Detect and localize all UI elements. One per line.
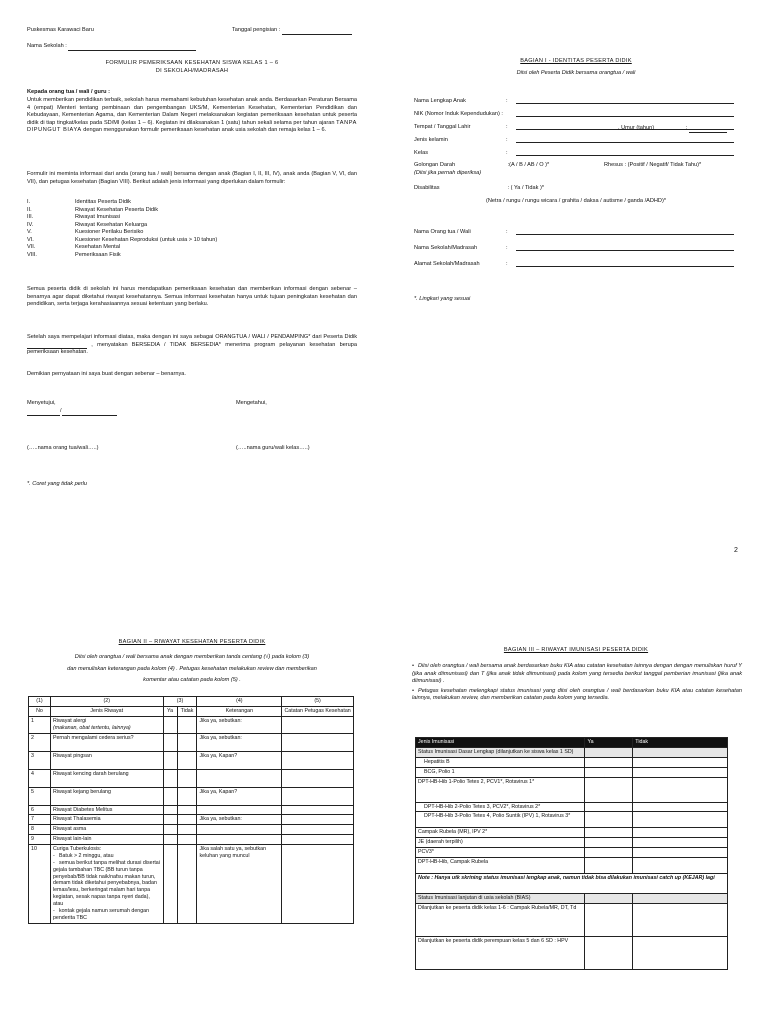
row-catatan[interactable] [282,751,354,769]
table-row [29,805,354,815]
table-row [29,815,354,825]
tidak-cell[interactable] [633,858,728,874]
immunization-name: Hepatitis B [416,757,585,767]
row-no: 2 [29,733,51,751]
section-dasar-label: Status Imunisasi Dasar Lengkap (dilanjutkan ke siswa kelas 1 SD) [416,747,585,757]
instruction-1: • Diisi oleh orangtua / wali bersama anak berdasarkan buku KIA atau catatan kesehatan lainnya dengan dengan menuliskan huruf Y (jika anak diimunisasi) dan T (jika anak tidak diimunisasi) pada kolom yang tersedia berikut tanggal pemberian imunisasi (jika anak diimunisasi) . [412,663,742,686]
section-list-num: II. [27,206,32,213]
immunization-name: BCG, Polio 1 [416,767,585,777]
tidak-cell[interactable] [633,903,728,936]
row-keterangan[interactable] [197,825,282,835]
row-keterangan[interactable] [197,835,282,845]
disabilitas-label: Disabilitas [414,185,440,191]
field-input-line[interactable] [516,150,734,156]
tidak-checkbox[interactable] [177,733,197,751]
field-input-line[interactable] [516,245,734,251]
field-separator: : [506,137,508,143]
row-10-tidak-checkbox[interactable] [177,845,197,924]
ya-cell[interactable] [585,903,633,936]
ya-cell[interactable] [585,858,633,874]
tidak-checkbox[interactable] [177,751,197,769]
field-input-line[interactable] [516,111,734,117]
section-bias-row [416,894,728,904]
section-list-item [27,222,357,230]
free-of-charge-emphasis: TANPA DIPUNGUT BIAYA [27,119,357,134]
menyetujui-date-field-2[interactable] [62,410,117,416]
row-catatan[interactable] [282,769,354,787]
row-10-catatan[interactable] [282,845,354,924]
immunization-row [416,812,728,828]
nama-sekolah-row [27,43,196,51]
immunization-row [416,838,728,848]
section-list-text: Kuesioner Kesehatan Reproduksi (untuk usia > 10 tahun) [75,236,218,243]
golongan-darah-row [414,162,744,177]
field-separator: : [506,98,508,104]
section-list-item [27,244,357,252]
table-row-10 [29,845,354,924]
field-label: NIK (Nomor Induk Kependudukan) : [414,111,503,117]
row-catatan[interactable] [282,805,354,815]
row-jenis: Riwayat Thalasemia [50,815,163,825]
disabilitas-types[interactable]: (Netra / rungu / rungu wicara / grahita / daksa / autisme / ganda /ADHD)* [486,198,667,204]
immunization-row [416,903,728,936]
row-keterangan[interactable]: Jika ya, sebutkan: [197,716,282,733]
nama-sekolah-label: Nama Sekolah : [27,43,67,49]
form-title-line2: DI SEKOLAH/MADRASAH [155,67,229,74]
section-list-text: Riwayat Imunisasi [75,214,121,221]
identity-field-row [414,137,734,150]
section-list [27,199,357,259]
section-list-num: V. [27,229,32,236]
golongan-label: Golongan Darah [414,162,456,168]
section-list-num: I. [27,199,31,205]
table-row [29,825,354,835]
section-list-item [27,237,357,245]
ya-checkbox[interactable] [163,805,177,815]
row-jenis: Pernah mengalami cedera serius? [50,733,163,751]
identity-field-row [414,229,734,245]
tidak-cell[interactable] [633,838,728,848]
row-no: 1 [29,716,51,733]
tidak-checkbox[interactable] [177,835,197,845]
table-row [29,733,354,751]
greeting: Kepada orang tua / wali / guru : [27,89,110,95]
row-catatan[interactable] [282,815,354,825]
immunization-name: DPT-HB-Hib 2-Polio Tetes 3, PCV2*, Rotavirus 2* [416,802,585,812]
header-ya: Ya [585,738,633,748]
tidak-cell[interactable] [633,777,728,802]
bagian-3-heading: BAGIAN III – RIWAYAT IMUNISASI PESERTA DIDIK [503,647,649,653]
ya-checkbox[interactable] [163,787,177,805]
row-catatan[interactable] [282,825,354,835]
row-no: 8 [29,825,51,835]
section-list-text: Kuesioner Perilaku Berisiko [75,229,144,236]
tidak-cell[interactable] [633,828,728,838]
field-label: Nama Lengkap Anak [414,98,466,104]
tidak-checkbox[interactable] [177,805,197,815]
section-list-text: Riwayat Kesehatan Keluarga [75,221,148,228]
ya-cell[interactable] [585,828,633,838]
immunization-name: DPT-HB-Hib 3-Polio Tetes 4, Polio Suntik (IPV) 1, Rotavirus 3* [416,812,585,828]
page1-footnote: *. Coret yang tidak perlu [27,481,88,487]
wali-field-list [414,229,734,277]
row-keterangan[interactable] [197,805,282,815]
form-title-line1: FORMULIR PEMERIKSAAN KESEHATAN SISWA KELAS 1 – 6 [105,60,279,66]
tidak-checkbox[interactable] [177,769,197,787]
row-keterangan[interactable]: Jika ya, sebutkan: [197,733,282,751]
rhesus-options[interactable]: Rhesus : (Positif / Negatif/ Tidak Tahu)* [604,162,702,168]
ya-cell[interactable] [585,812,633,828]
tanggal-field[interactable] [282,29,352,35]
header-tidak: Tidak [633,738,728,748]
ya-cell[interactable] [585,936,633,969]
section-list-item [27,229,357,237]
catch-up-note: Note : Hanya utk skrining status imunisasi lengkap anak, namun tidak bisa dilakukan imunisasi catch up (KEJAR) lagi [416,874,728,894]
col-num-2: (2) [50,697,163,707]
table-row [29,787,354,805]
row-no: 3 [29,751,51,769]
table-row [29,769,354,787]
ya-cell[interactable] [585,777,633,802]
field-separator: : [506,229,508,235]
row-jenis: Riwayat kejang berulang [50,787,163,805]
immunization-table [415,737,728,970]
tidak-cell[interactable] [633,767,728,777]
header-no: No [29,706,51,716]
immunization-row [416,936,728,969]
section-list-num: VIII. [27,251,37,258]
row-10-ya-checkbox[interactable] [163,845,177,924]
row-no: 9 [29,835,51,845]
page-1-consent-letter [0,0,384,560]
health-history-table [28,696,354,924]
page-2-identity [384,0,768,560]
mengetahui-label: Mengetahui, [236,400,267,406]
intro-paragraph: Untuk memberikan pendidikan terbaik, sekolah harus memahami kebutuhan kesehatan anak anda. Berdasarkan Peraturan Bersama 4 (empat) Menteri tentang pembinaan dan pengembangan UKS/M, Kementerian Kesehatan, Kementerian Pendidikan dan Kebudayaan, Kementerian Agama, dan Kementerian Dalam Negeri melaksanakan kegiatan pemeriksaan kesehatan untuk peserta didik di tiap tingkat/kelas pada SD/MI (kelas 1 – 6). Kegiatan ini dilaksanakan 1 (satu) tahun sekali selama per tahun ajaran TANPA DIPUNGUT BIAYA dengan menggunakan formulir pemeriksaan kesehatan anak usia sekolah dan remaja kelas 1 – 6. [27,97,357,134]
table-header-row [29,706,354,716]
section-list-num: VI. [27,236,34,243]
field-separator: : [506,150,508,156]
col-num-3: (3) [163,697,197,707]
table-row [29,835,354,845]
tidak-cell[interactable] [633,802,728,812]
table-row [29,716,354,733]
header-tidak: Tidak [177,706,197,716]
section-list-num: III. [27,214,34,221]
bagian-2-heading: BAGIAN II – RIWAYAT KESEHATAN PESERTA DIDIK [118,639,266,645]
field-label: Nama Sekolah/Madrasah [414,245,478,251]
identity-field-row [414,98,734,111]
row-catatan[interactable] [282,787,354,805]
bagian-3-instructions [412,663,742,703]
row-catatan[interactable] [282,716,354,733]
section-list-item [27,214,357,222]
note-row [416,874,728,894]
header-ya: Ya [163,706,177,716]
ya-checkbox[interactable] [163,733,177,751]
row-keterangan[interactable]: Jika ya, Kapan? [197,751,282,769]
table-row [29,751,354,769]
tidak-cell[interactable] [633,848,728,858]
sign-right: (…..nama guru/wali kelas…..) [236,445,310,451]
row-keterangan[interactable]: Jika ya, sebutkan: [197,815,282,825]
field-label: Alamat Sekolah/Madrasah [414,261,480,267]
identity-field-row [414,111,734,124]
header-catatan: Catatan Petugas Kesehatan [282,706,354,716]
immunization-row [416,828,728,838]
row-jenis: Riwayat asma [50,825,163,835]
section-list-item [27,207,357,215]
ya-cell[interactable] [585,757,633,767]
col-num-4: (4) [197,697,282,707]
field-label: Nama Orang tua / Wali [414,229,471,235]
ya-cell[interactable] [585,767,633,777]
tb-criteria-1: - Batuk > 2 minggu, atau [53,853,161,860]
immunization-name: DPT-HB-Hib 1-Polio Tetes 2, PCV1*, Rotavirus 1* [416,777,585,802]
page-4-immunization [384,590,768,1024]
section-bias-label: Status Imunisasi lanjutan di usia sekolah (BIAS) [416,894,585,904]
section-list-text: Riwayat Kesehatan Peserta Didik [75,206,159,213]
row-no: 6 [29,805,51,815]
field-input-line[interactable] [516,137,734,143]
field-label: Tempat / Tanggal Lahir [414,124,471,130]
bagian-1-heading: BAGIAN I - IDENTITAS PESERTA DIDIK [520,58,632,64]
row-no: 7 [29,815,51,825]
form-info-paragraph: Formulir ini meminta informasi dari anda (orang tua / wali) bersama dengan anak (Bagian I, II, III, IV), anak anda (Bagian V, VI, dan VII), dan petugas kesehatan (Bagian VIII). Berikut adalah jenis informasi yang diperlukan dalam formulir: [27,171,357,185]
menyetujui-date-row: / [27,408,117,416]
section-list-text: Pemeriksaan Fisik [75,251,121,258]
section-list-text: Kesehatan Mental [75,244,121,251]
row-jenis: Riwayat pingsan [50,751,163,769]
immunization-row [416,802,728,812]
section-list-num: IV. [27,221,34,228]
ya-checkbox[interactable] [163,716,177,733]
immunization-header-row [416,738,728,748]
immunization-name: PCV3* [416,848,585,858]
ya-checkbox[interactable] [163,751,177,769]
field-separator: : [506,124,508,130]
immunization-name: Campak Rubela (MR), IPV 2* [416,828,585,838]
umur-label: , Umur (tahun) [618,125,655,131]
identity-field-row [414,261,734,277]
row-10-keterangan[interactable]: Jika salah satu ya, sebutkan keluhan yang muncul [197,845,282,924]
field-input-line[interactable] [516,98,734,104]
row-10-jenis: Curiga Tuberkulosis: - Batuk > 2 minggu, atau - semua berikut tanpa melihat durasi disertai gejala tambahan TBC (BB turun tanpa penyebab/BB tidak naik/nafsu makan turun, demam tidak diketahui penyebabnya, badan lemas/lesu, berkeringat malam hari tanpa kegiatan, sesak napas tanpa nyeri dada), atau - kontak gejala namun serumah dengan penderita TBC [50,845,163,924]
field-input-line[interactable] [516,229,734,235]
section-dasar-row [416,747,728,757]
instruction-2: • Petugas kesehatan melengkapi status imunisasi yang diisi oleh orangtua / wali berdasarkan buku KIA atau catatan kesehatan lainnya, melakukan review, dan memberikan catatan pada kolom yang tersedia. [412,688,742,703]
ya-cell[interactable] [585,848,633,858]
tidak-checkbox[interactable] [177,787,197,805]
identity-field-row [414,245,734,261]
golongan-note: (Diisi jika pernah diperiksa) [414,169,482,176]
col-num-5: (5) [282,697,354,707]
bagian-1-subheading: Diisi oleh Peserta Didik bersama orangtua / wali [516,70,636,76]
closing-statement: Demikian pernyataan ini saya buat dengan sebenar – benarnya. [27,371,186,377]
col-num-1: (1) [29,697,51,707]
section-list-item [27,199,357,207]
immunization-name: JE (daerah terpilih) [416,838,585,848]
umur-field[interactable] [689,127,727,133]
ya-checkbox[interactable] [163,815,177,825]
section-list-text: Identitas Peserta Didik [75,199,131,205]
ya-cell[interactable] [585,838,633,848]
row-keterangan[interactable]: Jika ya, Kapan? [197,787,282,805]
immunization-name: Dilanjutkan ke peserta didik kelas 1-6 : Campak Rubela/MR, DT, Td [416,903,585,936]
header-jenis-imunisasi: Jenis Imunisasi [416,738,585,748]
field-separator: : [506,261,508,267]
page-number: 2 [734,547,738,554]
section-list-num: VII. [27,244,36,251]
sign-left: (…..nama orang tua/wali…..) [27,445,99,451]
tb-criteria-3: - kontak gejala namun serumah dengan penderita TBC [53,908,161,922]
ya-checkbox[interactable] [163,825,177,835]
row-jenis: Riwayat Diabetes Melitus [50,805,163,815]
ya-checkbox[interactable] [163,769,177,787]
menyetujui-date-field-1[interactable] [27,410,60,416]
row-catatan[interactable] [282,733,354,751]
tidak-checkbox[interactable] [177,825,197,835]
column-number-row [29,697,354,707]
row-jenis: Riwayat kencing darah berulang [50,769,163,787]
umur-row: , Umur (tahun) : [618,125,727,133]
tidak-cell[interactable] [633,757,728,767]
menyetujui-label: Menyetujui, [27,400,56,406]
field-label: Kelas [414,150,428,156]
tidak-checkbox[interactable] [177,815,197,825]
disabilitas-row [414,185,744,193]
row-10-no: 10 [29,845,51,924]
tanggal-label: Tanggal pengisian : [232,27,352,35]
immunization-name: DPT-HB-Hib, Campak Rubela [416,858,585,874]
tidak-cell[interactable] [633,936,728,969]
section-list-item [27,252,357,260]
golongan-options[interactable]: :(A / B / AB / O )* [507,162,550,168]
disabilitas-options[interactable]: : ( Ya / Tidak )* [507,185,545,191]
page-3-health-history [0,590,384,1024]
header-keterangan: Keterangan [197,706,282,716]
field-label: Jenis kelamin [414,137,448,143]
nama-sekolah-field[interactable] [68,45,196,51]
tb-criteria-2: - semua berikut tanpa melihat durasi disertai gejala tambahan TBC (BB turun tanpa penyebab/BB tidak naik/nafsu makan turun, demam tidak diketahui penyebabnya, badan lemas/lesu, berkeringat malam hari tanpa kegiatan, sesak napas tanpa nyeri dada), atau [53,860,161,908]
row-keterangan[interactable] [197,769,282,787]
immunization-row [416,858,728,874]
row-no: 5 [29,787,51,805]
consent-paragraph: Setelah saya mempelajari informasi diatas, maka dengan ini saya sebagai ORANGTUA / WALI / PENDAMPING* dari Peserta Didik , menyatakan BERSEDIA / TIDAK BERSEDIA* menerima program pelayanan kesehatan berupa pemeriksaan kesehatan. [27,334,357,356]
row-no: 4 [29,769,51,787]
immunization-row [416,767,728,777]
ya-checkbox[interactable] [163,835,177,845]
ya-cell[interactable] [585,802,633,812]
immunization-name: Dilanjutkan ke peserta didik perempuan kelas 5 dan 6 SD : HPV [416,936,585,969]
tidak-cell[interactable] [633,812,728,828]
immunization-row [416,757,728,767]
confidentiality-paragraph: Semua peserta didik di sekolah ini harus mendapatkan pemeriksaan kesehatan dan memberikan informasi dengan sebenar – benarnya agar dapat diketahui riwayat kesehatannya. Semua informasi kesehatan hanya untuk tujuan peningkatan kesehatan dan pendidikan, serta terjaga kerahasiaannya sesuai ketentuan yang berlaku. [27,286,357,308]
row-catatan[interactable] [282,835,354,845]
field-separator: : [506,245,508,251]
bagian-2-intro: Diisi oleh orangtua / wali bersama anak dengan memberikan tanda centang (√) pada kolom (3) dan menuliskan keterangan pada kolom (4) . Petugas kesehatan melakukan review dan memberikan komentar atau catatan pada kolom (5) . [67,654,317,684]
immunization-row [416,777,728,802]
immunization-row [416,848,728,858]
row-jenis: Riwayat lain-lain [50,835,163,845]
row-jenis: Riwayat alergi (makanan, obat tertentu, lainnya) [50,716,163,733]
puskesmas-name: Puskesmas Karawaci Baru [27,27,94,33]
tidak-checkbox[interactable] [177,716,197,733]
header-jenis: Jenis Riwayat [50,706,163,716]
page2-footnote: *. Lingkari yang sesuai [414,296,471,302]
form-title [27,60,357,75]
field-input-line[interactable] [516,261,734,267]
